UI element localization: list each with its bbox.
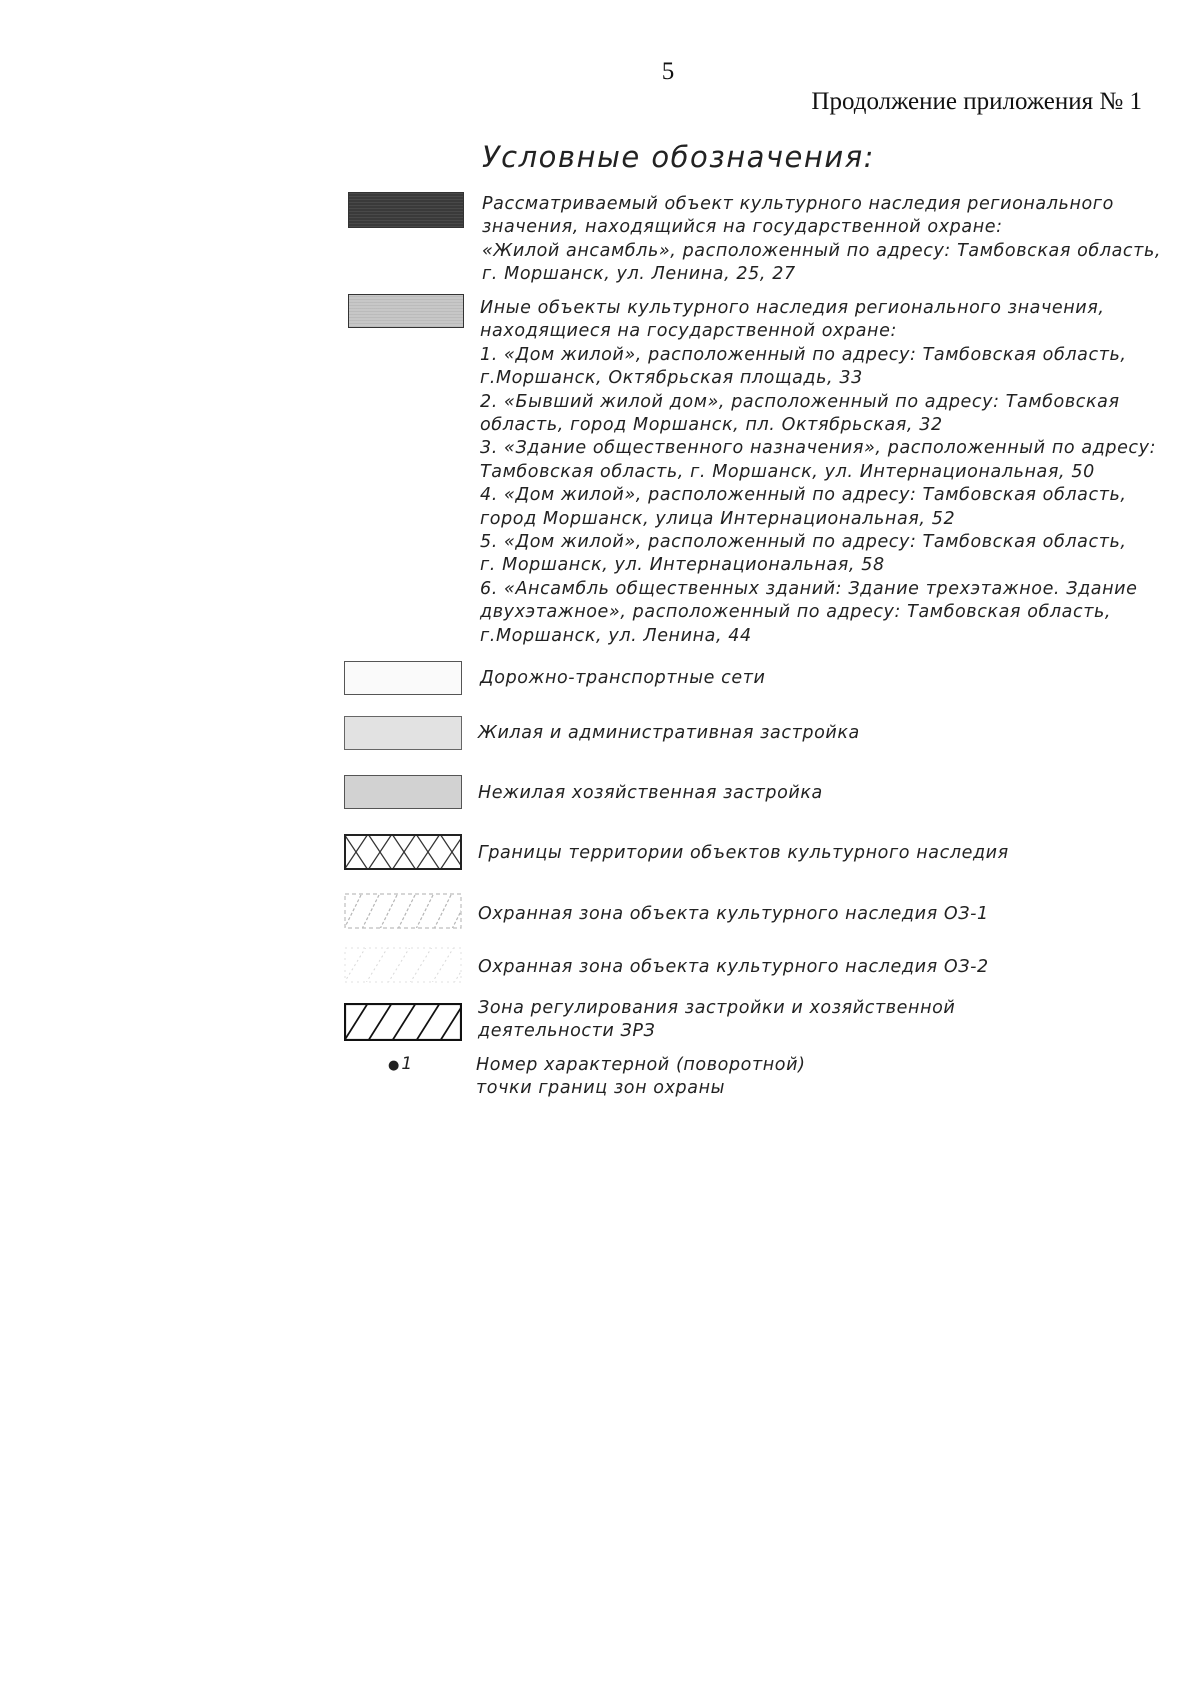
page-number: 5	[661, 58, 675, 85]
light-hatch-icon	[344, 893, 462, 929]
legend-title: Условные обозначения:	[482, 140, 875, 174]
legend-item-text: Иные объекты культурного наследия регионального значения, находящиеся на государственной охране: 1. «Дом жилой», расположенный по адресу: Тамбовская область, г.Моршанск, Октябрьская площадь, 33 2. «Бывший жилой дом», расположенный по адресу: Тамбовская область, город Моршанск, пл. Октябрьская, 32 3. «Здание общественного назначения», расположенный по адресу: Тамбовская область, г. Моршанск, ул. Интернациональная, 50 4. «Дом жилой», расположенный по адресу: Тамбовская область, город Моршанск, улица Интернациональная, 52 5. «Дом жилой», расположенный по адресу: Тамбовская область, г. Моршанск, ул. Интернациональная, 58 6. «Ансамбль общественных зданий: Здание трехэтажное. Здание двухэтажное», расположенный по адресу: Тамбовская область, г.Моршанск, ул. Ленина, 44	[480, 298, 1157, 646]
legend-item-text: Охранная зона объекта культурного наследия ОЗ-2	[478, 957, 989, 977]
legend-item-text: Дорожно-транспортные сети	[480, 668, 766, 688]
residential-block-icon	[344, 716, 462, 750]
road-network-icon	[344, 661, 462, 695]
faint-hatch-icon	[344, 947, 462, 983]
legend-item-text: Границы территории объектов культурного наследия	[478, 843, 1009, 863]
bold-hatch-icon	[344, 1003, 462, 1041]
header-note: Продолжение приложения № 1	[811, 88, 1142, 115]
cross-hatch-icon	[344, 834, 462, 870]
legend-item-text: Жилая и административная застройка	[478, 723, 860, 743]
legend-item-text: Нежилая хозяйственная застройка	[478, 783, 823, 803]
boundary-point-marker: ● 1	[388, 1054, 413, 1074]
non-residential-block-icon	[344, 775, 462, 809]
legend-item-text: Номер характерной (поворотной) точки границ зон охраны	[476, 1055, 806, 1099]
point-dot-icon: ●	[388, 1058, 400, 1073]
dark-block-icon	[348, 192, 464, 228]
legend-item-text: Зона регулирования застройки и хозяйственной деятельности ЗРЗ	[478, 998, 956, 1042]
legend-item-text: Рассматриваемый объект культурного наследия регионального значения, находящийся на государственной охране: «Жилой ансамбль», расположенный по адресу: Тамбовская область, г. Моршанск, ул. Ленина, 25, 27	[482, 194, 1162, 285]
grey-block-icon	[348, 294, 464, 328]
legend-item-text: Охранная зона объекта культурного наследия ОЗ-1	[478, 904, 989, 924]
